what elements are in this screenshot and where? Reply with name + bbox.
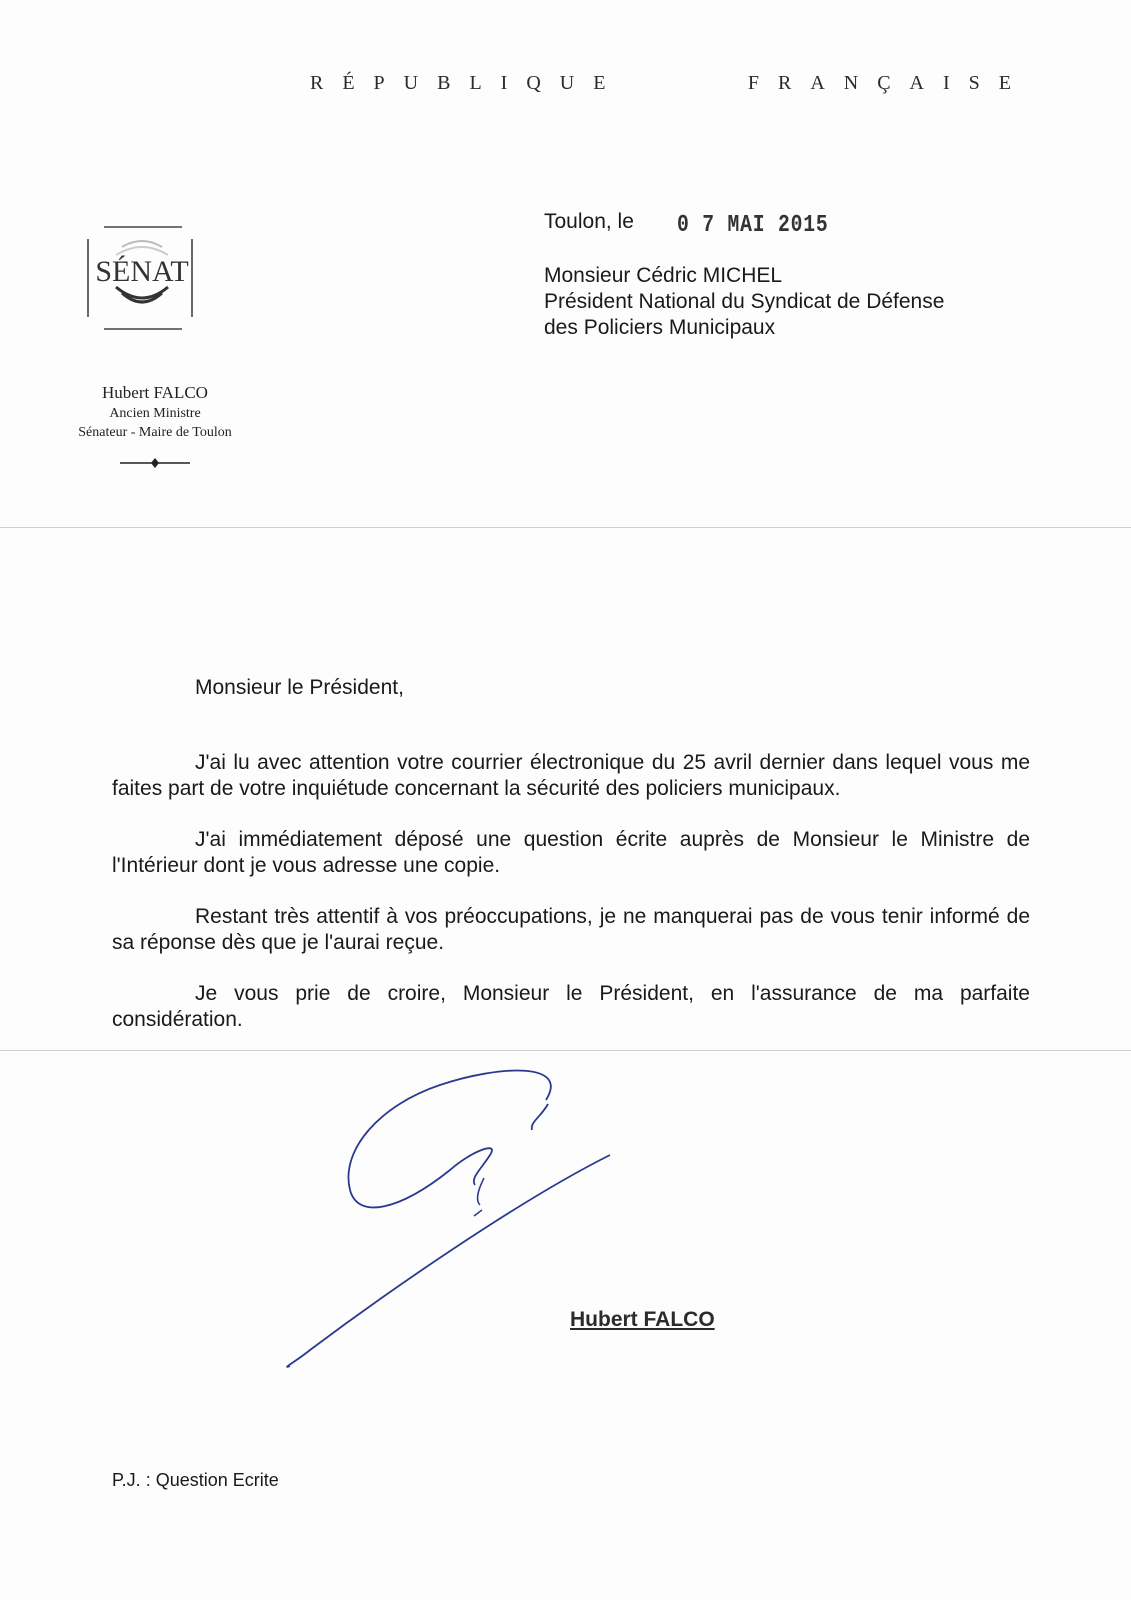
header-republique: RÉPUBLIQUE <box>310 72 625 94</box>
paragraph: Je vous prie de croire, Monsieur le Président, en l'assurance de ma parfaite considération. <box>112 982 1030 1031</box>
salutation: Monsieur le Président, <box>195 676 404 699</box>
date-place: Toulon, le <box>544 210 634 233</box>
sender-title: Ancien Ministre <box>109 406 201 421</box>
handwritten-signature <box>270 1060 630 1380</box>
attachment-note: P.J. : Question Ecrite <box>112 1470 279 1490</box>
sender-name: Hubert FALCO <box>102 383 208 402</box>
paragraph: Restant très attentif à vos préoccupations, je ne manquerai pas de vous tenir informé de sa réponse dès que je l'aurai reçue. <box>112 905 1030 954</box>
paragraph: J'ai immédiatement déposé une question écrite auprès de Monsieur le Ministre de l'Intérieur dont je vous adresse une copie. <box>112 828 1030 877</box>
letter-body <box>112 750 1030 1058</box>
senat-logo-text: SÉNAT <box>95 255 189 288</box>
senat-logo <box>86 225 198 337</box>
sender-block <box>40 382 270 470</box>
recipient-organization: des Policiers Municipaux <box>544 316 776 339</box>
date-stamp: 0 7 MAI 2015 <box>677 212 829 239</box>
sender-role: Sénateur - Maire de Toulon <box>78 425 232 440</box>
date-line <box>544 210 829 239</box>
signer-name: Hubert FALCO <box>570 1308 715 1331</box>
letterhead-republique-francaise <box>310 72 1030 95</box>
recipient-title: Président National du Syndicat de Défense <box>544 290 945 313</box>
header-francaise: FRANÇAISE <box>747 72 1030 94</box>
recipient-block <box>544 263 944 341</box>
recipient-name: Monsieur Cédric MICHEL <box>544 264 783 287</box>
paragraph: J'ai lu avec attention votre courrier électronique du 25 avril dernier dans lequel vous me faites part de votre inquiétude concernant la sécurité des policiers municipaux. <box>112 751 1030 800</box>
ornament-divider <box>40 456 270 470</box>
fold-line <box>0 527 1131 528</box>
